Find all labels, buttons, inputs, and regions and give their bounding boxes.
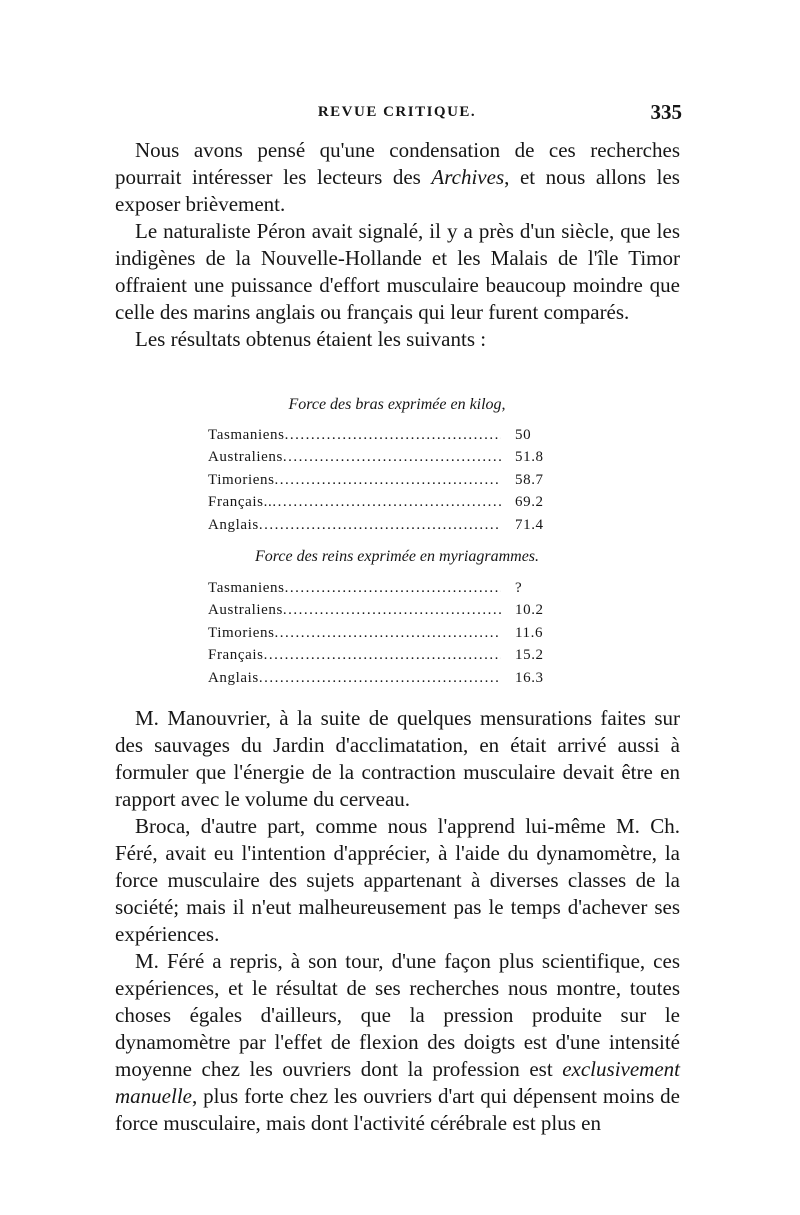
table-row	[208, 424, 573, 447]
running-title: REVUE CRITIQUE.	[317, 104, 477, 120]
row-name: Timoriens	[208, 471, 275, 488]
row-name: Anglais	[208, 516, 259, 533]
paragraph-4: M. Manouvrier, à la suite de quelques mensurations faites sur des sauvages du Jardin d'acclimatation, en était arrivé aussi à formuler que l'énergie de la contraction musculaire devait être en rapport avec le volume du cerveau.	[115, 706, 680, 811]
intro-text	[115, 137, 680, 353]
row-name: Français..	[208, 494, 273, 511]
paragraph-6-tail: , plus forte chez les ouvriers d'art qui dépensent moins de force musculaire, mais dont l'activité cérébrale est plus en	[115, 1084, 680, 1135]
body-text	[115, 705, 680, 1137]
table-row	[208, 645, 573, 668]
archives-title: Archives	[431, 165, 505, 189]
table-row	[208, 447, 573, 470]
table-row	[208, 667, 573, 690]
paragraph-1-lead: Nous avons pensé qu'une condensation de ces recherches pourrait intéresser les lecteurs des	[115, 138, 680, 189]
row-name: Tasmaniens	[208, 426, 285, 443]
row-value: 69.2	[515, 494, 544, 511]
table-row	[208, 600, 573, 623]
table-row	[208, 492, 573, 515]
table-row	[208, 469, 573, 492]
table-bras	[208, 424, 573, 537]
table-row	[208, 577, 573, 600]
paragraph-2: Le naturaliste Péron avait signalé, il y a près d'un siècle, que les indigènes de la Nouvelle-Hollande et les Malais de l'île Timor offraient une puissance d'effort musculaire beaucoup moindre que celle des marins anglais ou français qui leur furent comparés.	[115, 219, 680, 324]
table-row	[208, 622, 573, 645]
paragraph-1-tail: , et nous allons les exposer brièvement.	[115, 165, 680, 216]
paragraph-3: Les résultats obtenus étaient les suivants :	[135, 327, 487, 351]
emphasis-manuelle: exclusivement manuelle	[115, 1057, 680, 1108]
paragraph-1	[115, 137, 680, 218]
row-name: Australiens	[208, 602, 283, 619]
paragraph-5: Broca, d'autre part, comme nous l'apprend lui-même M. Ch. Féré, avait eu l'intention d'apprécier, à l'aide du dynamomètre, la force musculaire des sujets appartenant à diverses classes de la société; mais il n'eut malheureusement pas le temps d'achever ses expériences.	[115, 814, 680, 946]
table-bras-caption: Force des bras exprimée en kilog,	[288, 396, 506, 413]
row-name: Timoriens	[208, 624, 275, 641]
row-value: 71.4	[515, 516, 544, 533]
row-value: 10.2	[515, 602, 544, 619]
table-row	[208, 514, 573, 537]
row-name: Anglais	[208, 669, 259, 686]
page-number: 335	[650, 100, 682, 124]
row-value: 50	[515, 426, 532, 443]
row-name: Australiens	[208, 449, 283, 466]
paragraph-6-lead: M. Féré a repris, à son tour, d'une façon plus scientifique, ces expériences, et le résultat de ses recherches nous montre, toutes choses égales d'ailleurs, que la pression produite sur le dynamomètre par l'effet de flexion des doigts est d'une intensité moyenne chez les ouvriers dont la profession est	[115, 949, 680, 1081]
table-reins-caption: Force des reins exprimée en myriagrammes.	[254, 548, 540, 565]
row-value: 51.8	[515, 449, 544, 466]
table-reins	[208, 577, 573, 690]
page-header	[112, 100, 682, 130]
row-value: 58.7	[515, 471, 544, 488]
paragraph-6	[115, 948, 680, 1137]
row-value: ?	[515, 579, 523, 596]
row-value: 11.6	[515, 624, 544, 641]
row-value: 15.2	[515, 647, 544, 664]
row-name: Français	[208, 647, 264, 664]
row-name: Tasmaniens	[208, 579, 285, 596]
row-value: 16.3	[515, 669, 544, 686]
